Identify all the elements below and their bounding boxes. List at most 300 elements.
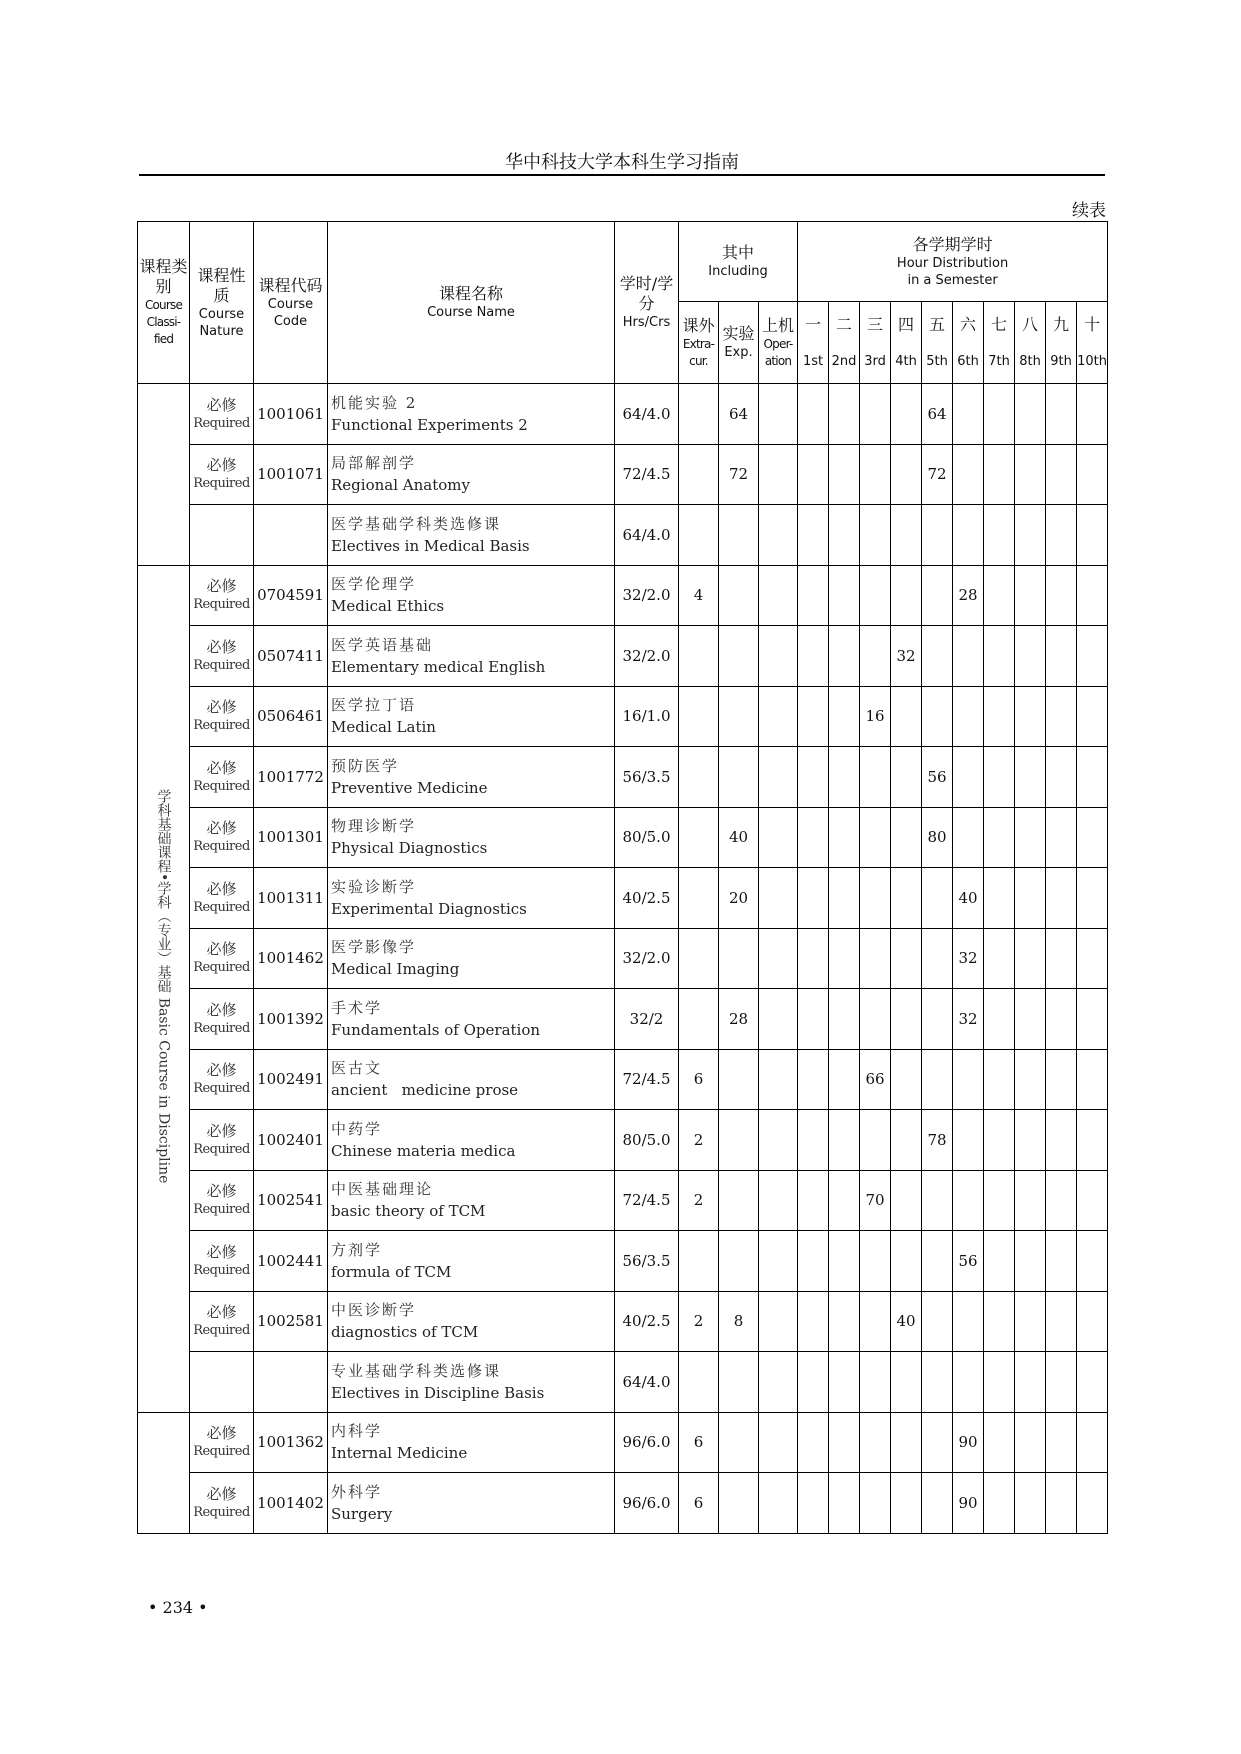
header-semester-3: 三 3rd [860,302,891,384]
semester-6-hours [953,626,984,687]
course-exp [719,928,759,989]
semester-9-hours [1046,565,1077,626]
course-extra [679,444,719,505]
semester-2-hours [829,505,860,566]
table-row [138,505,1108,566]
semester-4-hours [891,868,922,929]
semester-8-hours [1015,989,1046,1050]
course-name: 医学伦理学 Medical Ethics [328,565,615,626]
course-name: 医学拉丁语 Medical Latin [328,686,615,747]
course-name: 外科学 Surgery [328,1473,615,1534]
header-semester-6: 六 6th [953,302,984,384]
course-exp [719,1049,759,1110]
course-name: 中医诊断学 diagnostics of TCM [328,1291,615,1352]
course-operation [759,1049,798,1110]
course-exp [719,1231,759,1292]
course-operation [759,1352,798,1413]
header-semester-2: 二 2nd [829,302,860,384]
semester-5-hours: 72 [922,444,953,505]
course-exp [719,1412,759,1473]
course-operation [759,1412,798,1473]
semester-7-hours [984,1352,1015,1413]
semester-9-hours [1046,1291,1077,1352]
header-semester-1: 一 1st [798,302,829,384]
course-hours: 56/3.5 [615,1231,679,1292]
header-exp: 实验 Exp. [719,302,759,384]
semester-6-hours: 40 [953,868,984,929]
semester-8-hours [1015,1231,1046,1292]
course-nature: 必修 Required [190,1049,254,1110]
semester-8-hours [1015,626,1046,687]
semester-3-hours [860,1352,891,1413]
course-code: 1002541 [254,1170,328,1231]
course-hours: 32/2 [615,989,679,1050]
course-operation [759,1110,798,1171]
semester-3-hours [860,807,891,868]
table-row [138,1231,1108,1292]
semester-8-hours [1015,1049,1046,1110]
course-hours: 72/4.5 [615,1049,679,1110]
semester-6-hours [953,1110,984,1171]
semester-7-hours [984,1170,1015,1231]
semester-7-hours [984,444,1015,505]
semester-6-hours [953,444,984,505]
semester-2-hours [829,1412,860,1473]
course-exp [719,1352,759,1413]
semester-8-hours [1015,1352,1046,1413]
semester-5-hours [922,686,953,747]
header-code: 课程代码 Course Code [254,222,328,384]
semester-4-hours: 40 [891,1291,922,1352]
semester-10-hours [1077,1110,1108,1171]
semester-4-hours [891,807,922,868]
course-operation [759,1473,798,1534]
semester-3-hours [860,747,891,808]
course-name: 实验诊断学 Experimental Diagnostics [328,868,615,929]
course-exp: 8 [719,1291,759,1352]
semester-7-hours [984,384,1015,445]
semester-5-hours [922,565,953,626]
course-exp [719,1473,759,1534]
semester-1-hours [798,1291,829,1352]
course-hours: 96/6.0 [615,1473,679,1534]
header-semester-7: 七 7th [984,302,1015,384]
course-name: 方剂学 formula of TCM [328,1231,615,1292]
table-row [138,565,1108,626]
course-hours: 80/5.0 [615,1110,679,1171]
semester-2-hours [829,868,860,929]
course-nature: 必修 Required [190,384,254,445]
semester-5-hours [922,1170,953,1231]
course-operation [759,928,798,989]
course-extra [679,384,719,445]
semester-9-hours [1046,1170,1077,1231]
semester-5-hours [922,626,953,687]
table-row [138,747,1108,808]
table-row [138,1473,1108,1534]
course-extra: 6 [679,1412,719,1473]
semester-9-hours [1046,989,1077,1050]
semester-9-hours [1046,384,1077,445]
course-extra [679,1352,719,1413]
course-code: 1002441 [254,1231,328,1292]
semester-1-hours [798,1049,829,1110]
course-name: 医古文 ancient medicine prose [328,1049,615,1110]
semester-2-hours [829,1049,860,1110]
course-code: 0506461 [254,686,328,747]
course-name: 预防医学 Preventive Medicine [328,747,615,808]
semester-2-hours [829,626,860,687]
semester-4-hours [891,1110,922,1171]
semester-7-hours [984,928,1015,989]
course-name: 手术学 Fundamentals of Operation [328,989,615,1050]
table-row [138,1049,1108,1110]
semester-2-hours [829,565,860,626]
course-name: 物理诊断学 Physical Diagnostics [328,807,615,868]
course-hours: 16/1.0 [615,686,679,747]
course-name: 局部解剖学 Regional Anatomy [328,444,615,505]
semester-3-hours [860,1110,891,1171]
semester-2-hours [829,989,860,1050]
table-row [138,868,1108,929]
semester-5-hours [922,1412,953,1473]
course-hours: 96/6.0 [615,1412,679,1473]
semester-10-hours [1077,565,1108,626]
semester-6-hours: 32 [953,989,984,1050]
course-hours: 56/3.5 [615,747,679,808]
course-extra [679,1231,719,1292]
course-operation [759,747,798,808]
course-name: 医学基础学科类选修课 Electives in Medical Basis [328,505,615,566]
semester-5-hours: 80 [922,807,953,868]
table-row [138,384,1108,445]
course-operation [759,626,798,687]
semester-3-hours [860,505,891,566]
semester-2-hours [829,384,860,445]
course-hours: 80/5.0 [615,807,679,868]
semester-2-hours [829,1352,860,1413]
semester-10-hours [1077,686,1108,747]
table-row [138,807,1108,868]
semester-6-hours [953,747,984,808]
semester-1-hours [798,807,829,868]
course-hours: 40/2.5 [615,1291,679,1352]
semester-7-hours [984,747,1015,808]
course-code: 1001772 [254,747,328,808]
semester-2-hours [829,807,860,868]
semester-9-hours [1046,928,1077,989]
semester-10-hours [1077,1170,1108,1231]
semester-10-hours [1077,444,1108,505]
semester-10-hours [1077,1412,1108,1473]
semester-3-hours [860,1412,891,1473]
semester-4-hours [891,1231,922,1292]
semester-1-hours [798,989,829,1050]
course-extra: 2 [679,1291,719,1352]
semester-7-hours [984,1231,1015,1292]
course-nature: 必修 Required [190,868,254,929]
semester-4-hours [891,1412,922,1473]
semester-4-hours [891,1352,922,1413]
course-operation [759,505,798,566]
semester-8-hours [1015,1170,1046,1231]
course-operation [759,807,798,868]
semester-1-hours [798,928,829,989]
course-extra [679,686,719,747]
course-code: 1001311 [254,868,328,929]
semester-7-hours [984,1473,1015,1534]
semester-10-hours [1077,1231,1108,1292]
course-exp: 64 [719,384,759,445]
semester-7-hours [984,989,1015,1050]
semester-2-hours [829,1110,860,1171]
table-row [138,1291,1108,1352]
semester-9-hours [1046,686,1077,747]
semester-4-hours [891,1473,922,1534]
course-name: 专业基础学科类选修课 Electives in Discipline Basis [328,1352,615,1413]
semester-5-hours [922,505,953,566]
course-code: 0507411 [254,626,328,687]
course-extra [679,989,719,1050]
semester-9-hours [1046,505,1077,566]
semester-2-hours [829,444,860,505]
table-row [138,1412,1108,1473]
semester-10-hours [1077,384,1108,445]
course-code: 1001071 [254,444,328,505]
course-hours: 64/4.0 [615,1352,679,1413]
table-row [138,1110,1108,1171]
course-exp [719,686,759,747]
semester-5-hours [922,1231,953,1292]
course-nature: 必修 Required [190,1110,254,1171]
semester-9-hours [1046,1352,1077,1413]
course-exp: 28 [719,989,759,1050]
semester-3-hours [860,989,891,1050]
semester-1-hours [798,1110,829,1171]
semester-10-hours [1077,868,1108,929]
semester-6-hours: 90 [953,1412,984,1473]
course-name: 内科学 Internal Medicine [328,1412,615,1473]
semester-5-hours [922,928,953,989]
semester-9-hours [1046,444,1077,505]
semester-10-hours [1077,1291,1108,1352]
semester-2-hours [829,686,860,747]
semester-6-hours: 28 [953,565,984,626]
semester-7-hours [984,1291,1015,1352]
semester-6-hours [953,384,984,445]
semester-9-hours [1046,747,1077,808]
semester-7-hours [984,807,1015,868]
course-nature: 必修 Required [190,1412,254,1473]
course-operation [759,1170,798,1231]
course-name: 医学影像学 Medical Imaging [328,928,615,989]
course-exp: 20 [719,868,759,929]
course-nature: 必修 Required [190,989,254,1050]
semester-1-hours [798,686,829,747]
semester-5-hours: 56 [922,747,953,808]
semester-6-hours [953,807,984,868]
semester-7-hours [984,686,1015,747]
semester-5-hours: 78 [922,1110,953,1171]
course-name: 中药学 Chinese materia medica [328,1110,615,1171]
semester-9-hours [1046,1110,1077,1171]
header-semester-8: 八 8th [1015,302,1046,384]
course-nature: 必修 Required [190,1473,254,1534]
course-exp [719,505,759,566]
category-label: 学科基础课程•学科（专业）基础 Basic Course in Discipline [155,789,172,1184]
semester-7-hours [984,1110,1015,1171]
semester-1-hours [798,444,829,505]
semester-7-hours [984,505,1015,566]
semester-3-hours [860,444,891,505]
semester-9-hours [1046,1231,1077,1292]
semester-10-hours [1077,505,1108,566]
course-extra [679,747,719,808]
table-row [138,989,1108,1050]
course-extra: 6 [679,1473,719,1534]
semester-8-hours [1015,1291,1046,1352]
semester-1-hours [798,1473,829,1534]
course-exp [719,1110,759,1171]
semester-7-hours [984,626,1015,687]
course-extra [679,505,719,566]
semester-3-hours [860,1291,891,1352]
semester-4-hours [891,747,922,808]
course-name: 机能实验 2 Functional Experiments 2 [328,384,615,445]
course-extra: 2 [679,1170,719,1231]
course-exp [719,747,759,808]
course-operation [759,384,798,445]
semester-4-hours [891,1170,922,1231]
semester-4-hours [891,928,922,989]
semester-2-hours [829,928,860,989]
continued-label: 续表 [1072,201,1106,221]
table-row [138,686,1108,747]
semester-10-hours [1077,928,1108,989]
semester-10-hours [1077,807,1108,868]
semester-6-hours [953,686,984,747]
course-exp [719,1170,759,1231]
header-name: 课程名称 Course Name [328,222,615,384]
course-nature: 必修 Required [190,686,254,747]
course-nature: 必修 Required [190,565,254,626]
course-nature: 必修 Required [190,626,254,687]
semester-3-hours: 66 [860,1049,891,1110]
semester-5-hours [922,1352,953,1413]
course-hours: 40/2.5 [615,868,679,929]
semester-1-hours [798,868,829,929]
semester-8-hours [1015,1110,1046,1171]
semester-8-hours [1015,1473,1046,1534]
semester-3-hours: 16 [860,686,891,747]
semester-2-hours [829,1170,860,1231]
table-row [138,444,1108,505]
semester-7-hours [984,565,1015,626]
header-semester-4: 四 4th [891,302,922,384]
semester-7-hours [984,1049,1015,1110]
header-semester-9: 九 9th [1046,302,1077,384]
semester-9-hours [1046,1412,1077,1473]
semester-6-hours: 90 [953,1473,984,1534]
semester-1-hours [798,1352,829,1413]
semester-4-hours [891,505,922,566]
semester-2-hours [829,1231,860,1292]
semester-8-hours [1015,505,1046,566]
course-code: 1001362 [254,1412,328,1473]
semester-3-hours [860,1473,891,1534]
course-code [254,505,328,566]
course-extra: 2 [679,1110,719,1171]
course-code [254,1352,328,1413]
course-nature [190,1352,254,1413]
category-cell-group-3 [138,1412,190,1533]
page-header-title: 华中科技大学本科生学习指南 [505,152,739,173]
course-nature [190,505,254,566]
semester-8-hours [1015,747,1046,808]
semester-2-hours [829,1473,860,1534]
semester-4-hours [891,1049,922,1110]
course-code: 0704591 [254,565,328,626]
course-operation [759,1231,798,1292]
semester-1-hours [798,1412,829,1473]
course-code: 1001402 [254,1473,328,1534]
course-extra [679,868,719,929]
semester-9-hours [1046,807,1077,868]
semester-5-hours [922,868,953,929]
course-nature: 必修 Required [190,928,254,989]
course-nature: 必修 Required [190,1170,254,1231]
course-exp [719,626,759,687]
semester-4-hours [891,565,922,626]
course-code: 1002581 [254,1291,328,1352]
course-hours: 64/4.0 [615,505,679,566]
semester-9-hours [1046,1049,1077,1110]
course-hours: 72/4.5 [615,444,679,505]
semester-8-hours [1015,565,1046,626]
course-nature: 必修 Required [190,444,254,505]
semester-4-hours [891,384,922,445]
header-nature: 课程性质 Course Nature [190,222,254,384]
course-nature: 必修 Required [190,807,254,868]
semester-6-hours [953,1049,984,1110]
header-extra: 课外 Extra-cur. [679,302,719,384]
course-extra [679,807,719,868]
table-row [138,1352,1108,1413]
semester-6-hours: 56 [953,1231,984,1292]
semester-7-hours [984,868,1015,929]
semester-5-hours [922,989,953,1050]
header-semester-10: 十 10th [1077,302,1108,384]
semester-10-hours [1077,989,1108,1050]
semester-1-hours [798,384,829,445]
semester-4-hours: 32 [891,626,922,687]
semester-8-hours [1015,807,1046,868]
semester-3-hours: 70 [860,1170,891,1231]
semester-6-hours [953,1291,984,1352]
semester-6-hours [953,505,984,566]
course-extra: 4 [679,565,719,626]
semester-3-hours [860,928,891,989]
course-nature: 必修 Required [190,747,254,808]
course-hours: 32/2.0 [615,565,679,626]
course-nature: 必修 Required [190,1231,254,1292]
semester-10-hours [1077,747,1108,808]
category-cell-discipline [138,565,190,1412]
semester-6-hours [953,1352,984,1413]
semester-4-hours [891,686,922,747]
semester-10-hours [1077,1049,1108,1110]
course-extra [679,626,719,687]
